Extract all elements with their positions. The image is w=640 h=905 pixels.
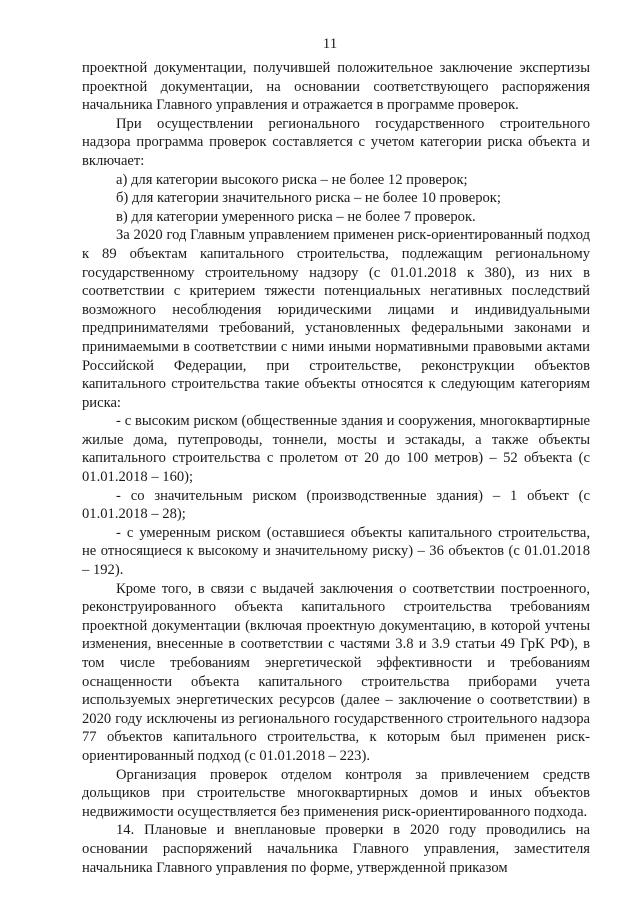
paragraph: Организация проверок отделом контроля за привлечением средств дольщиков при строительстве многоквартирных домов и иных объектов недвижимости осуществляется без применения риск-ориентированного подхода. [82, 766, 590, 820]
list-item: - с высоким риском (общественные здания и сооружения, многоквартирные жилые дома, путепроводы, тоннели, мосты и эстакады, а также объекты капитального строительства с пролетом от 20 до 100 метров) – 52 объекта (с 01.01.2018 – 160); [82, 413, 590, 486]
list-item: а) для категории высокого риска – не более 12 проверок; [116, 171, 468, 188]
paragraph: проектной документации, получившей положительное заключение экспертизы проектной документации, на основании соответствующего распоряжения начальника Главного управления и отражается в программе проверок. [82, 60, 590, 114]
list-item: - со значительным риском (производственные здания) – 1 объект (с 01.01.2018 – 28); [82, 487, 590, 523]
page-number: 11 [322, 36, 338, 52]
paragraph: 14. Плановые и внеплановые проверки в 2020 году проводились на основании распоряжений начальника Главного управления, заместителя начальника Главного управления по форме, утвержденной приказом [82, 822, 590, 876]
paragraph: За 2020 год Главным управлением применен риск-ориентированный подход к 89 объектам капитального строительства, подлежащим региональному государственному строительному надзору (с 01.01.2018 к 380), из них в соответствии с критерием тяжести потенциальных негативных последствий возможного несоблюдения юридическими лицами и индивидуальными предпринимателями требований, установленных федеральными законами и принимаемыми в соответствии с ними иными нормативными правовыми актами Российской Федерации, при строительстве, реконструкции объектов капитального строительства такие объекты относятся к следующим категориям риска: [82, 227, 590, 411]
document-body [82, 59, 590, 877]
list-item: - с умеренным риском (оставшиеся объекты капитального строительства, не относящиеся к высокому и значительному риску) – 36 объектов (с 01.01.2018 – 192). [82, 524, 590, 579]
paragraph: При осуществлении регионального государственного строительного надзора программа проверок составляется с учетом категории риска объекта и включает: [82, 115, 590, 169]
list-item: в) для категории умеренного риска – не более 7 проверок. [116, 208, 476, 225]
list-item: б) для категории значительного риска – не более 10 проверок; [116, 190, 501, 207]
paragraph: Кроме того, в связи с выдачей заключения о соответствии построенного, реконструированного объекта капитального строительства требованиям проектной документации (включая проектную документацию, в которой учтены изменения, внесенные в соответствии с частями 3.8 и 3.9 статьи 49 ГрК РФ), в том числе требованиям энергетической эффективности и требованиям оснащенности объекта капитального строительства приборами учета используемых энергетических ресурсов (далее – заключение о соответствии) в 2020 году исключены из регионального государственного строительного надзора 77 объектов капитального строительства, к которым был применен риск-ориентированный подход (с 01.01.2018 – 223). [82, 580, 590, 764]
